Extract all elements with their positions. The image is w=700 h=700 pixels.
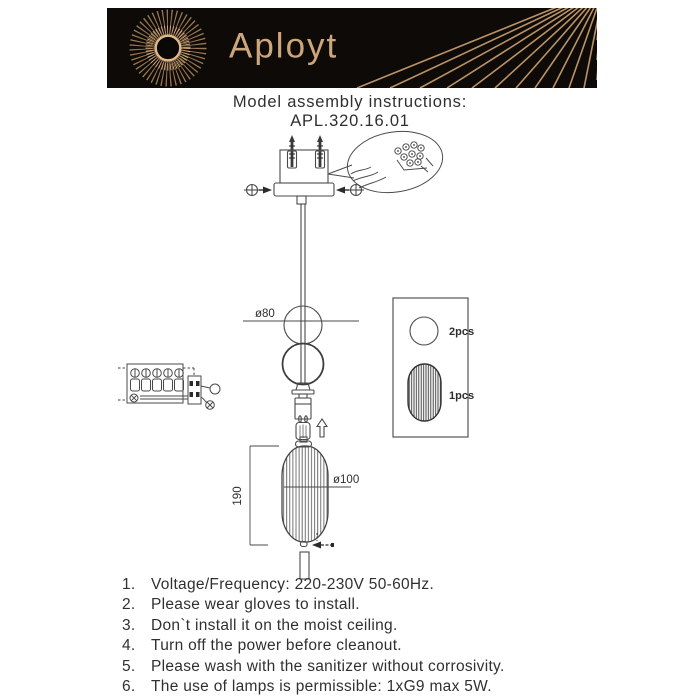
- shade-diagram: [282, 437, 328, 579]
- ground-screw-icon: [130, 394, 138, 402]
- dimension-label-d100: ø100: [333, 474, 360, 486]
- hardware-callout: [328, 125, 447, 199]
- wiring-diagram: [118, 364, 220, 409]
- item-number: 2.: [122, 596, 136, 614]
- decor-sphere-top: [284, 306, 322, 344]
- brand-name: Aployt: [229, 26, 339, 66]
- instruction-list: [122, 575, 592, 697]
- instruction-item: [122, 616, 592, 636]
- page-title: Model assembly instructions:: [232, 93, 468, 111]
- dimension-shade-height: [250, 446, 279, 545]
- canopy-plate: [274, 183, 334, 196]
- instruction-item: [122, 657, 592, 677]
- screws-cluster-icon: [395, 142, 433, 172]
- item-number: 1.: [122, 576, 136, 593]
- parts-box: [393, 298, 468, 437]
- item-number: 6.: [122, 678, 136, 696]
- part-sphere: [410, 317, 438, 345]
- insert-arrow-icon: [317, 419, 327, 437]
- terminal-screws: [131, 369, 184, 391]
- item-text: Turn off the power before cleanout.: [151, 637, 402, 655]
- item-text: The use of lamps is permissible: 1xG9 max 5W.: [151, 678, 492, 696]
- cable-connector: [297, 196, 306, 204]
- lamp-socket: [292, 383, 314, 419]
- qty-label-shade: 1pcs: [449, 390, 475, 402]
- instruction-item: [122, 595, 592, 615]
- decor-sphere-bottom: [283, 344, 324, 385]
- ceiling-canopy-diagram: [244, 135, 364, 204]
- dimension-label-d80: ø80: [255, 308, 275, 320]
- model-number: APL.320.16.01: [290, 112, 410, 130]
- dimension-label-190: 190: [232, 486, 244, 506]
- lamp-symbol: [210, 384, 220, 394]
- item-number: 4.: [122, 637, 136, 655]
- part-shade: [408, 364, 441, 421]
- connector-block: [188, 376, 201, 404]
- item-text: Voltage/Frequency: 220-230V 50-60Hz.: [151, 576, 435, 593]
- instruction-item: [122, 575, 592, 595]
- side-screw-icon: [244, 185, 272, 196]
- mounting-screw-icon: [288, 135, 297, 168]
- instruction-item: [122, 636, 592, 656]
- item-number: 3.: [122, 616, 136, 634]
- instruction-item: [122, 677, 592, 697]
- item-text: Please wear gloves to install.: [151, 596, 360, 614]
- suspension-cable: [301, 204, 305, 383]
- item-number: 5.: [122, 657, 136, 675]
- switch-symbol: [206, 401, 215, 410]
- qty-label-sphere: 2pcs: [449, 326, 475, 338]
- mounting-screw-icon: [316, 135, 325, 168]
- item-text: Please wash with the sanitizer without corrosivity.: [151, 657, 505, 675]
- item-text: Don`t install it on the moist ceiling.: [151, 616, 398, 634]
